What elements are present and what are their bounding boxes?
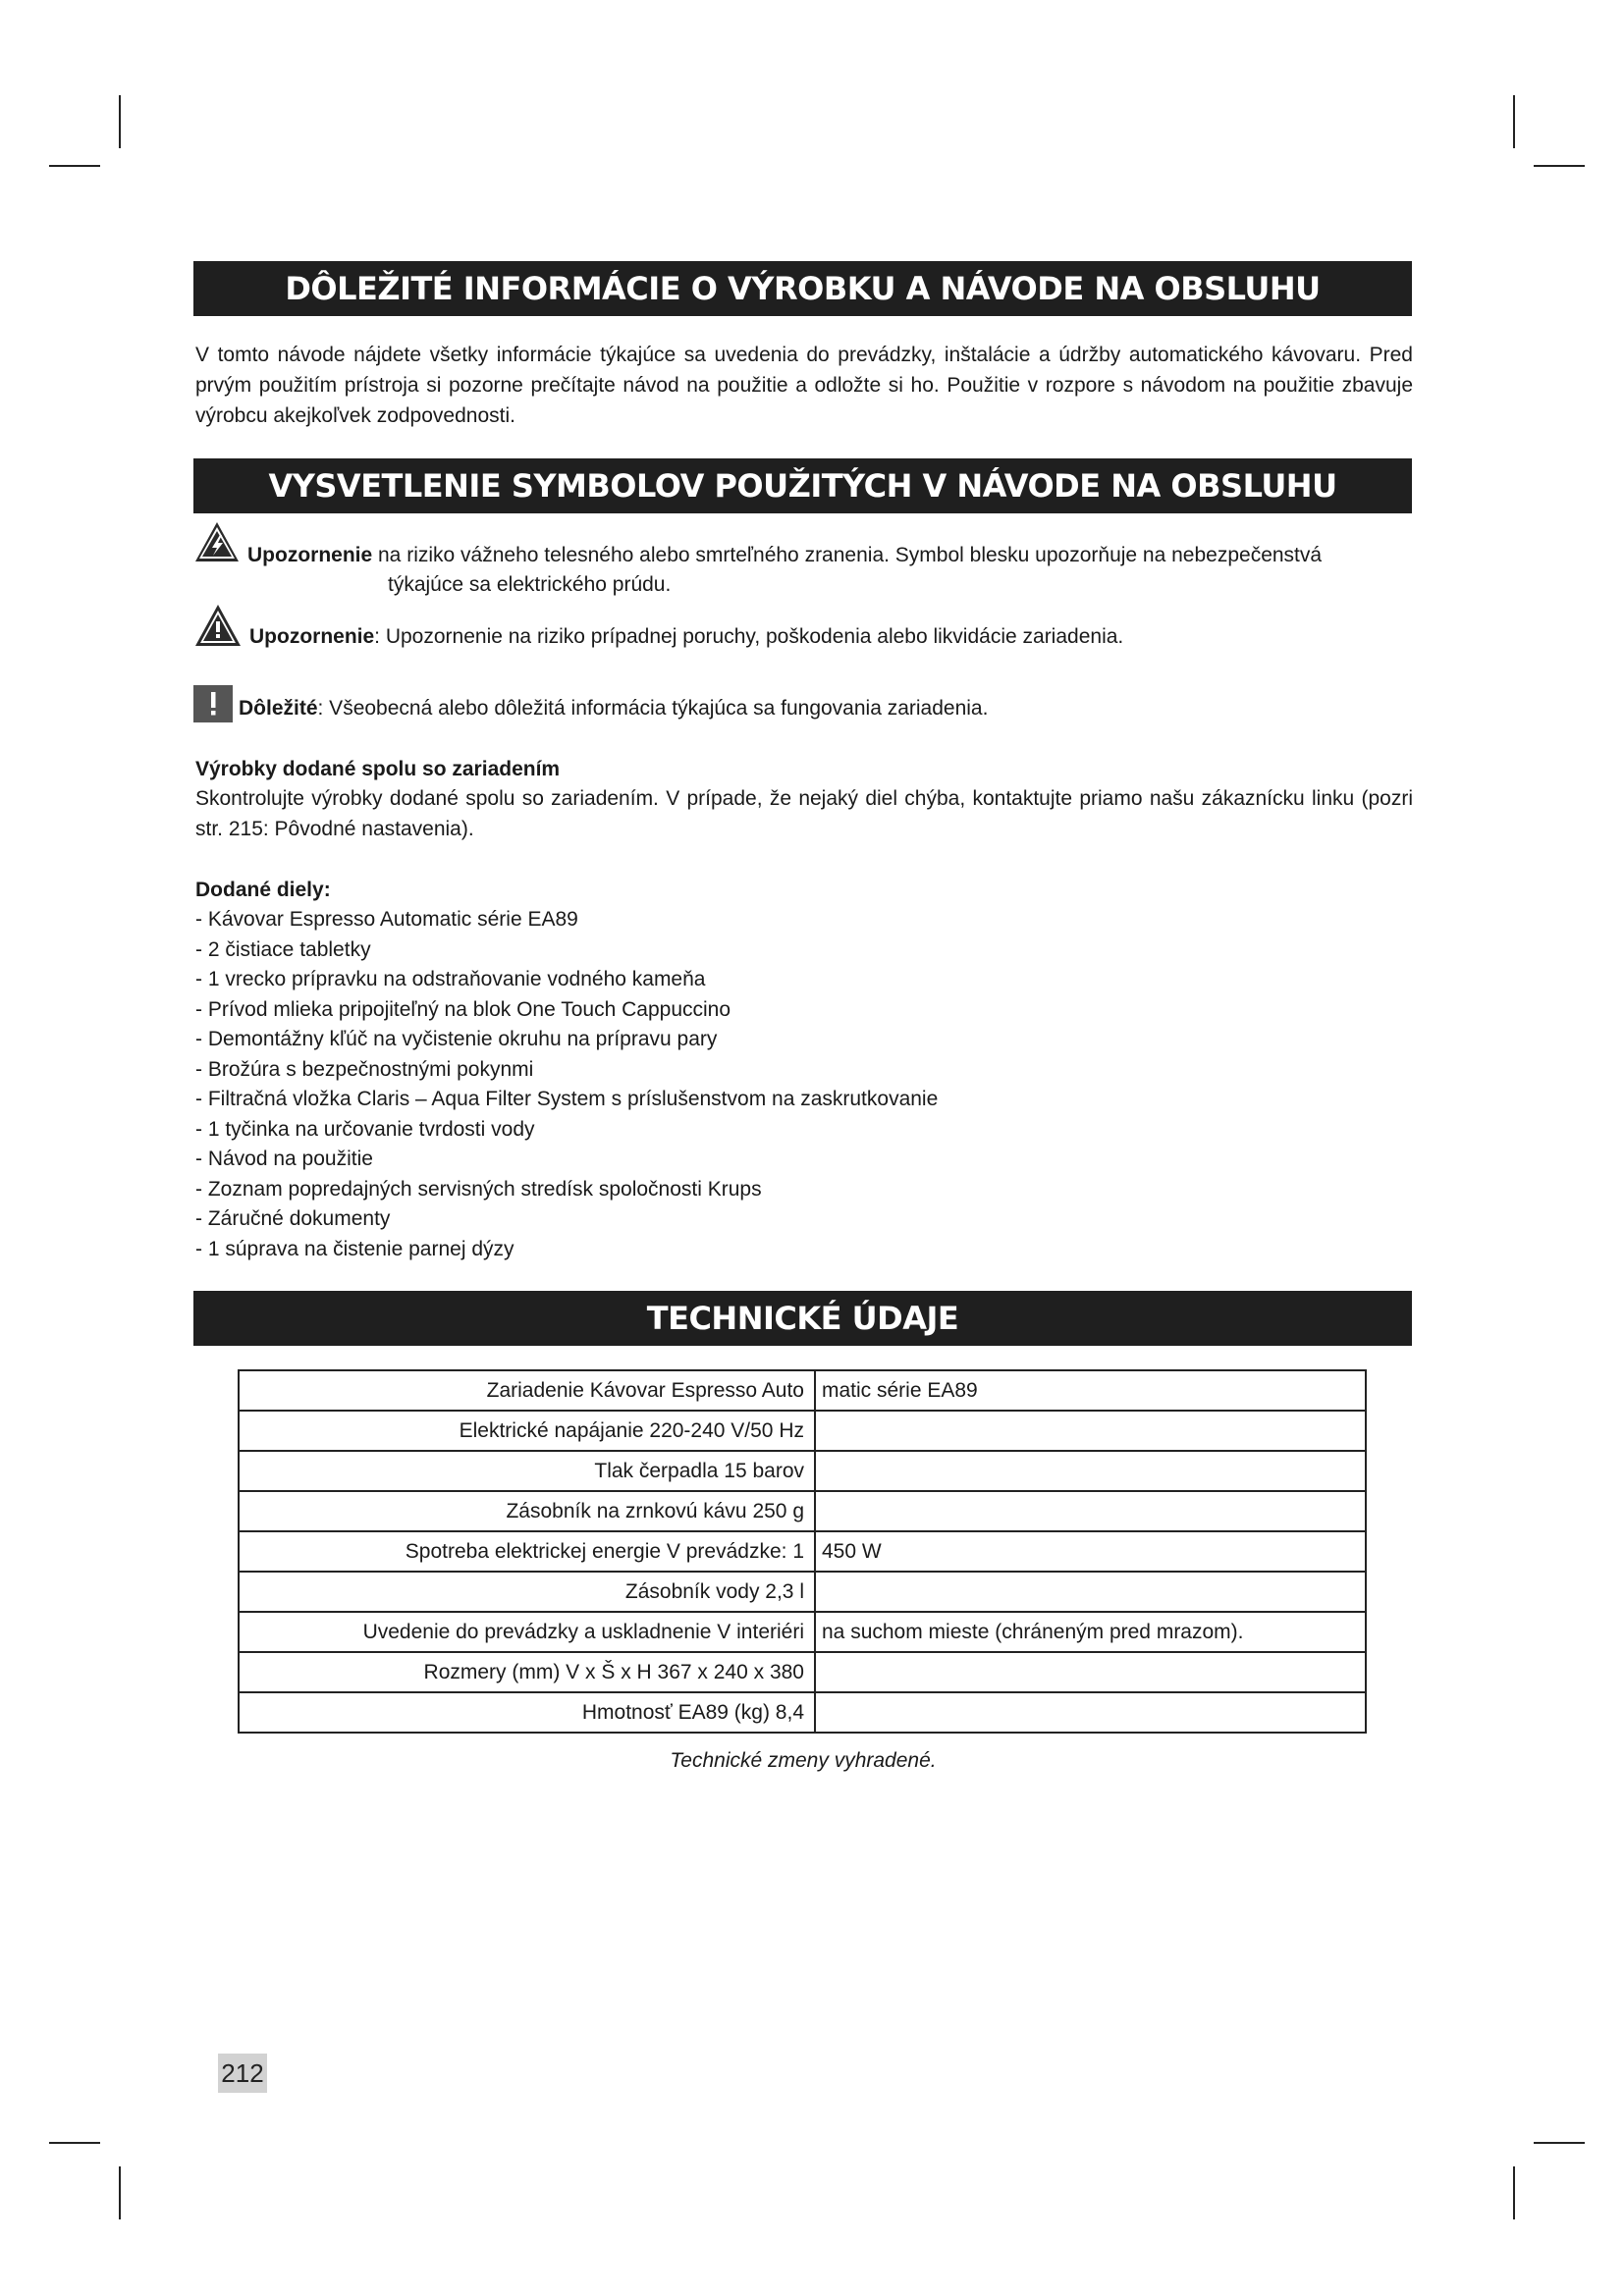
symbol-warning-text (249, 621, 1408, 652)
table-cell-label: Uvedenie do prevádzky a uskladnenie V interiéri (239, 1612, 815, 1652)
list-item: - 1 vrecko prípravku na odstraňovanie vodného kameňa (195, 968, 706, 990)
crop-mark (49, 165, 100, 167)
crop-mark (1534, 2142, 1585, 2144)
table-row (239, 1451, 1366, 1491)
table-cell-value: 450 W (815, 1531, 1366, 1572)
list-item: - Demontážny kľúč na vyčistenie okruhu na prípravu pary (195, 1028, 718, 1050)
list-item: - Kávovar Espresso Automatic série EA89 (195, 908, 578, 931)
symbol-important-desc: : Všeobecná alebo dôležitá informácia týkajúca sa fungovania zariadenia. (317, 697, 989, 720)
table-cell-label: Spotreba elektrickej energie V prevádzke: 1 (239, 1531, 815, 1572)
table-cell-value: na suchom mieste (chráneným pred mrazom). (815, 1612, 1366, 1652)
supplied-paragraph: Skontrolujte výrobky dodané spolu so zariadením. V prípade, že nejaký diel chýba, kontaktujte priamo našu zákaznícku linku (pozri str. 215: Pôvodné nastavenia). (195, 787, 1413, 840)
table-cell-label: Tlak čerpadla 15 barov (239, 1451, 815, 1491)
table-row (239, 1572, 1366, 1612)
table-cell-label: Zariadenie Kávovar Espresso Auto (239, 1370, 815, 1411)
table-cell-value (815, 1652, 1366, 1692)
table-cell-value (815, 1692, 1366, 1733)
crop-mark (1513, 2166, 1515, 2219)
list-item: - Filtračná vložka Claris – Aqua Filter System s príslušenstvom na zaskrutkovanie (195, 1088, 939, 1110)
table-cell-label: Rozmery (mm) V x Š x H 367 x 240 x 380 (239, 1652, 815, 1692)
table-row (239, 1652, 1366, 1692)
table-cell-value (815, 1572, 1366, 1612)
list-item: - Zoznam popredajných servisných stredísk spoločnosti Krups (195, 1177, 762, 1201)
table-cell-label: Zásobník vody 2,3 l (239, 1572, 815, 1612)
table-cell-label: Zásobník na zrnkovú kávu 250 g (239, 1491, 815, 1531)
section-heading-important: DÔLEŽITÉ INFORMÁCIE O VÝROBKU A NÁVODE NA OBSLUHU (193, 261, 1412, 316)
table-cell-value (815, 1411, 1366, 1451)
symbol-important-row (193, 685, 1416, 724)
list-item: - Prívod mlieka pripojiteľný na blok One Touch Cappuccino (195, 997, 731, 1021)
list-item: - Návod na použitie (195, 1148, 373, 1170)
table-row (239, 1612, 1366, 1652)
table-row (239, 1692, 1366, 1733)
intro-paragraph: V tomto návode nájdete všetky informácie týkajúce sa uvedenia do prevádzky, inštalácie a údržby automatického kávovaru. Pred prvým použitím prístroja si pozorne prečítajte návod na použitie a odložte si ho. Použitie v rozpore s návodom na použitie zbavuje výrobcu akejkoľvek zodpovednosti. (195, 344, 1413, 427)
table-cell-label: Elektrické napájanie 220-240 V/50 Hz (239, 1411, 815, 1451)
warning-triangle-icon (193, 603, 243, 648)
crop-mark (1534, 165, 1585, 167)
crop-mark (1513, 95, 1515, 148)
table-row (239, 1370, 1366, 1411)
tech-note: Technické zmeny vyhradené. (670, 1749, 937, 1772)
list-item: - Záručné dokumenty (195, 1207, 391, 1230)
supplied-heading: Výrobky dodané spolu so zariadením (195, 758, 561, 780)
symbol-warning-row (193, 603, 1416, 650)
table-row (239, 1411, 1366, 1451)
symbol-important-label: Dôležité (239, 697, 318, 720)
symbol-electric-text (247, 540, 1416, 570)
page-number: 212 (218, 2054, 267, 2093)
symbol-warning-label: Upozornenie (249, 625, 375, 648)
symbol-electric-row (193, 520, 1416, 596)
table-cell-value (815, 1491, 1366, 1531)
list-item: - Brožúra s bezpečnostnými pokynmi (195, 1057, 534, 1081)
list-item: - 1 tyčinka na určovanie tvrdosti vody (195, 1117, 535, 1141)
exclamation-box-icon (193, 685, 233, 722)
symbol-electric-label: Upozornenie (247, 544, 373, 566)
table-cell-value (815, 1451, 1366, 1491)
list-item: - 2 čistiace tabletky (195, 937, 371, 961)
section-heading-symbols: VYSVETLENIE SYMBOLOV POUŽITÝCH V NÁVODE NA OBSLUHU (193, 458, 1412, 513)
symbol-electric-desc-line2: týkajúce sa elektrického prúdu. (388, 573, 672, 596)
section-heading-technical: TECHNICKÉ ÚDAJE (193, 1291, 1412, 1346)
symbol-electric-desc-line1: na riziko vážneho telesného alebo smrteľného zranenia. Symbol blesku upozorňuje na nebezpečenstvá (372, 544, 1323, 566)
table-cell-value: matic série EA89 (815, 1370, 1366, 1411)
table-row (239, 1491, 1366, 1531)
parts-heading: Dodané diely: (195, 879, 331, 901)
table-cell-label: Hmotnosť EA89 (kg) 8,4 (239, 1692, 815, 1733)
crop-mark (119, 2166, 121, 2219)
table-row (239, 1531, 1366, 1572)
crop-mark (49, 2142, 100, 2144)
crop-mark (119, 95, 121, 148)
list-item: - 1 súprava na čistenie parnej dýzy (195, 1237, 514, 1260)
tech-table (238, 1369, 1367, 1734)
parts-list (195, 905, 938, 1264)
symbol-important-text (239, 693, 1407, 723)
electric-warning-icon (193, 520, 241, 563)
symbol-warning-desc: : Upozornenie na riziko prípadnej poruchy, poškodenia alebo likvidácie zariadenia. (374, 625, 1124, 648)
